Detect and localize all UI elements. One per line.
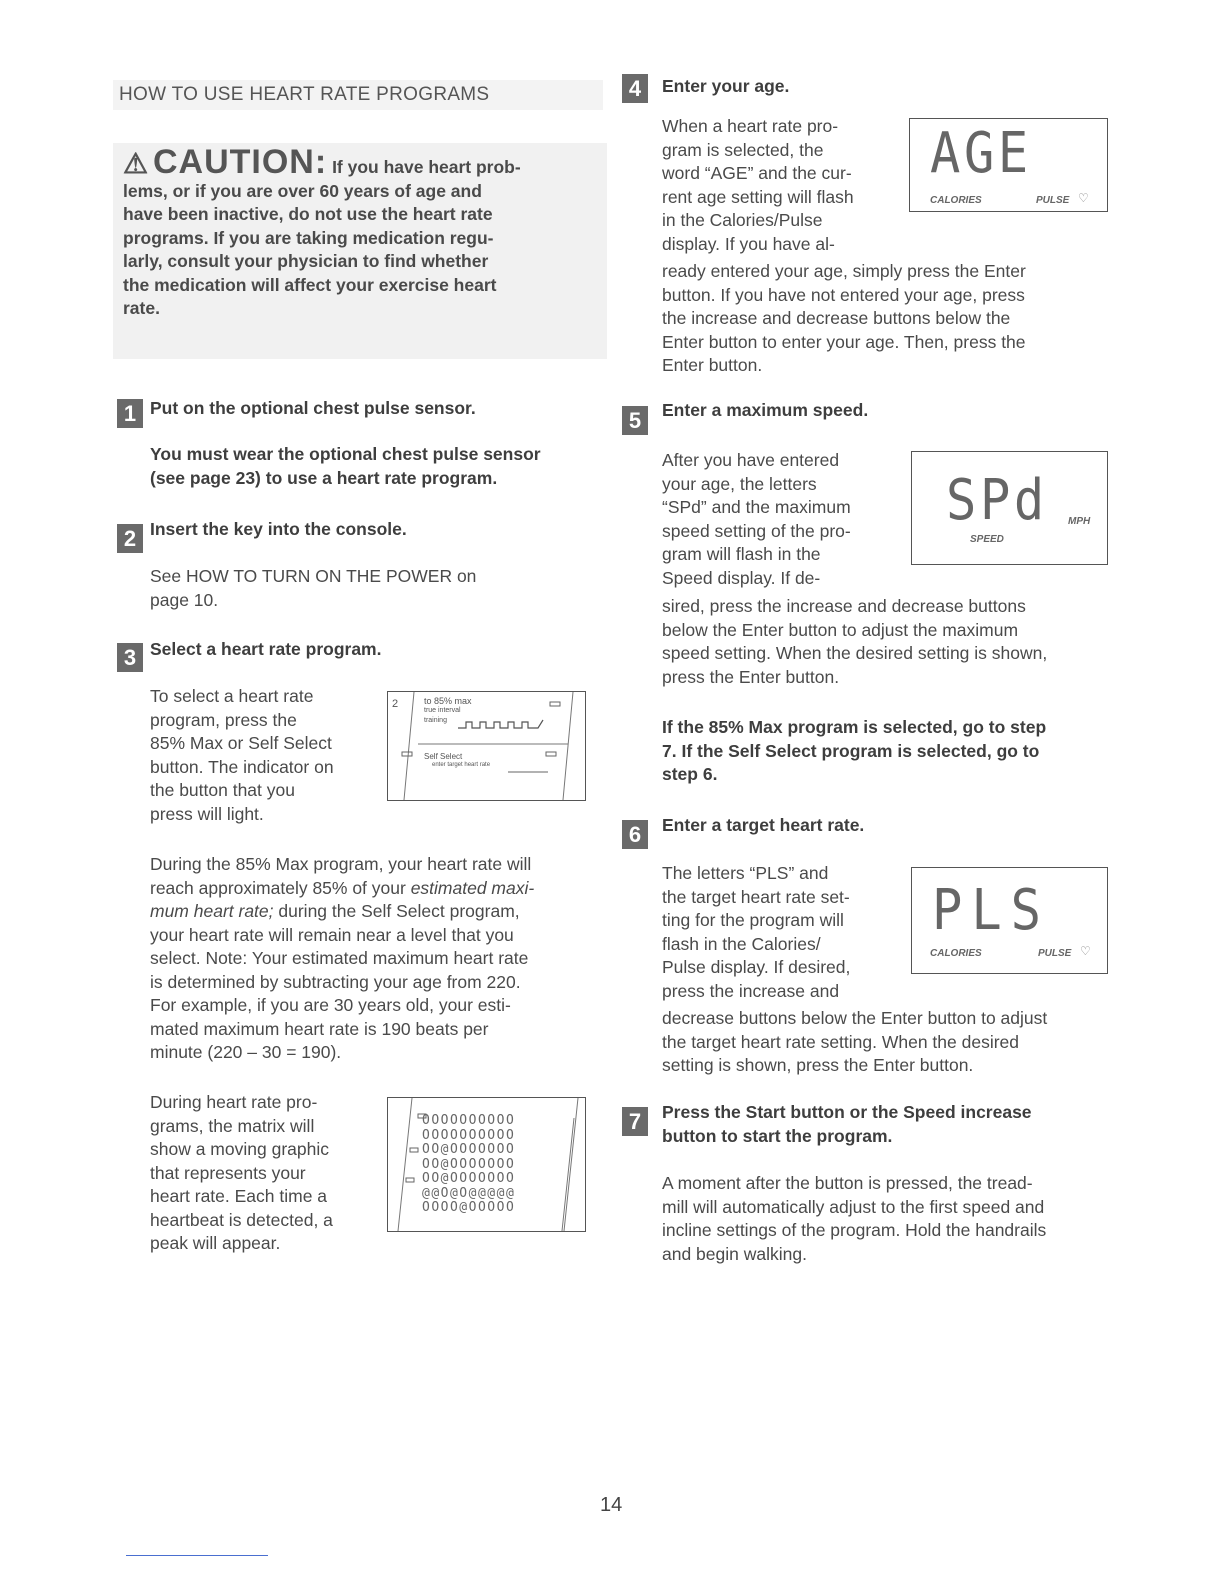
step-7-number: 7: [622, 1107, 648, 1136]
step-3-body-b: During the 85% Max program, your heart rate will reach approximately 85% of your estimated maxi- mum heart rate; during the Self Select program, your heart rate will remain near a level that you select. Note: Your estimated maximum heart rate is determined by subtracting your age from 220. For example, if you are 30 years old, your esti- mated maximum heart rate is 190 beats per minute (220 – 30 = 190).: [150, 854, 535, 1062]
step-3-body-c: During heart rate pro- grams, the matrix will show a moving graphic that represents your heart rate. Each time a heartbeat is detected, a peak will appear.: [150, 1092, 333, 1253]
caution-box: [113, 143, 607, 359]
step-4-title: Enter your age.: [662, 76, 790, 96]
caution-line: If you have heart prob-: [332, 157, 521, 177]
step-1-body: You must wear the optional chest pulse sensor (see page 23) to use a heart rate program.: [150, 444, 541, 488]
step-4-body-a: When a heart rate pro- gram is selected, the word “AGE” and the cur- rent age setting will flash in the Calories/Pulse display. If you have al-: [662, 116, 854, 254]
panel-number-label: 2: [392, 698, 399, 710]
caution-icon: ⚠: [123, 148, 149, 179]
calories-label: CALORIES: [930, 948, 982, 959]
pulse-display-text: PLS: [932, 878, 1051, 943]
heart-rate-matrix-display: [387, 1097, 586, 1232]
matrix-grid: OOOOOOOOOO OOOOOOOOOO OO@OOOOOOO OO@OOOOOOO OO@OOOOOOO @@O@O@@@@@ OOOO@OOOOO: [422, 1113, 516, 1215]
age-display-text: AGE: [930, 121, 1032, 186]
caution-line: have been inactive, do not use the heart rate: [123, 204, 493, 224]
step-2-number: 2: [117, 524, 143, 553]
footer-rule: [126, 1555, 268, 1556]
caution-line: lems, or if you are over 60 years of age and: [123, 180, 482, 201]
heart-icon: ♡: [1078, 191, 1089, 205]
step-1-number: 1: [117, 399, 143, 428]
pulse-label: PULSE: [1036, 195, 1070, 206]
step-1-title: Put on the optional chest pulse sensor.: [150, 398, 476, 418]
heart-icon: ♡: [1080, 944, 1091, 958]
self-select-button[interactable]: Self Select enter target heart rate: [424, 752, 491, 768]
pulse-display: [911, 867, 1108, 974]
step-2-title: Insert the key into the console.: [150, 519, 407, 539]
step-5-number: 5: [622, 406, 648, 435]
caution-line: programs. If you are taking medication regu-: [123, 227, 494, 248]
age-display: [909, 118, 1108, 212]
section-title: HOW TO USE HEART RATE PROGRAMS: [113, 80, 603, 110]
step-5-body-b: sired, press the increase and decrease buttons below the Enter button to adjust the maximum speed setting. When the desired setting is shown, press the Enter button.: [662, 596, 1048, 687]
calories-label: CALORIES: [930, 195, 982, 206]
step-6-title: Enter a target heart rate.: [662, 815, 865, 835]
caution-word: CAUTION:: [152, 143, 328, 181]
pulse-label: PULSE: [1038, 948, 1072, 959]
speed-label: SPEED: [970, 534, 1004, 545]
step-6-body-a: The letters “PLS” and the target heart rate set- ting for the program will flash in the Calories/ Pulse display. If desired, press the increase and: [662, 863, 851, 1001]
caution-line: the medication will affect your exercise heart: [123, 274, 497, 295]
mph-label: MPH: [1068, 516, 1091, 527]
step-5-title: Enter a maximum speed.: [662, 400, 869, 420]
program-buttons-panel: [387, 691, 586, 801]
step-4-body-b: ready entered your age, simply press the Enter button. If you have not entered your age, press the increase and decrease buttons below the Enter button to enter your age. Then, press the Enter button.: [662, 261, 1026, 375]
speed-display-text: SPd: [946, 468, 1048, 533]
step-3-title: Select a heart rate program.: [150, 639, 382, 659]
max-85-button[interactable]: to 85% max true interval training: [424, 696, 472, 724]
caution-line: larly, consult your physician to find whether: [123, 251, 489, 271]
step-2-body: See HOW TO TURN ON THE POWER on page 10.: [150, 566, 477, 610]
speed-display: [911, 451, 1108, 565]
page-number: 14: [600, 1494, 623, 1516]
step-3-body-a: To select a heart rate program, press the 85% Max or Self Select button. The indicator on the button that you press will light.: [150, 686, 334, 824]
step-7-title: Press the Start button or the Speed increase button to start the program.: [662, 1102, 1032, 1146]
step-3-number: 3: [117, 643, 143, 672]
caution-line: rate.: [123, 298, 160, 318]
step-5-note: If the 85% Max program is selected, go to step 7. If the Self Select program is selected, go to step 6.: [662, 717, 1047, 784]
step-6-number: 6: [622, 820, 648, 849]
step-4-number: 4: [622, 74, 648, 103]
step-5-body-a: After you have entered your age, the letters “SPd” and the maximum speed setting of the pro- gram will flash in the Speed display. If de-: [662, 450, 851, 588]
step-6-body-b: decrease buttons below the Enter button to adjust the target heart rate setting. When the desired setting is shown, press the Enter button.: [662, 1008, 1048, 1075]
step-7-body: A moment after the button is pressed, the tread- mill will automatically adjust to the first speed and incline settings of the program. Hold the handrails and begin walking.: [662, 1173, 1047, 1264]
